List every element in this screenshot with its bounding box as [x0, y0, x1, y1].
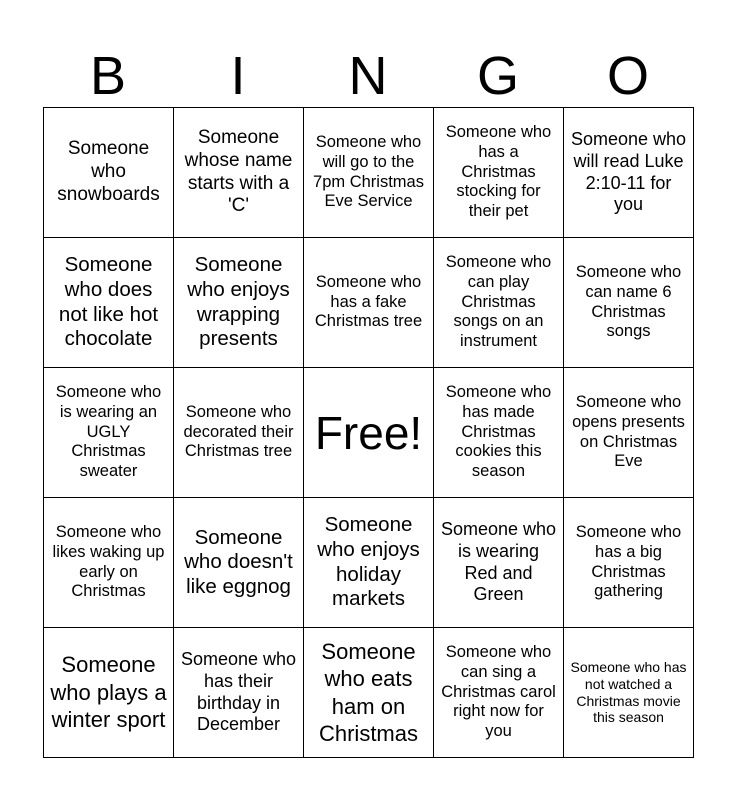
header-letter-i: I: [230, 46, 246, 106]
bingo-cell: Someone who will go to the 7pm Christmas Eve Service: [303, 107, 434, 238]
bingo-cell: Someone who has a Christmas stocking for their pet: [433, 107, 564, 238]
bingo-cell: Someone who has not watched a Christmas movie this season: [563, 627, 694, 758]
bingo-cell: Someone who likes waking up early on Christmas: [43, 497, 174, 628]
bingo-cell: Someone who has made Christmas cookies this season: [433, 367, 564, 498]
bingo-cell: Someone who has a big Christmas gathering: [563, 497, 694, 628]
bingo-cell: Someone who has a fake Christmas tree: [303, 237, 434, 368]
bingo-cell: Someone whose name starts with a 'C': [173, 107, 304, 238]
bingo-cell: Someone who does not like hot chocolate: [43, 237, 174, 368]
bingo-cell: Someone who can play Christmas songs on an instrument: [433, 237, 564, 368]
bingo-board: [43, 107, 693, 757]
free-space: Free!: [303, 367, 434, 498]
header-letter-g: G: [476, 46, 519, 106]
header-letter-n: N: [348, 46, 388, 106]
bingo-cell: Someone who enjoys holiday markets: [303, 497, 434, 628]
bingo-cell: Someone who can sing a Christmas carol right now for you: [433, 627, 564, 758]
bingo-header: [43, 44, 693, 108]
header-letter-o: O: [606, 46, 649, 106]
bingo-cell: Someone who will read Luke 2:10-11 for you: [563, 107, 694, 238]
bingo-cell: Someone who can name 6 Christmas songs: [563, 237, 694, 368]
bingo-cell: Someone who plays a winter sport: [43, 627, 174, 758]
bingo-cell: Someone who doesn't like eggnog: [173, 497, 304, 628]
bingo-cell: Someone who enjoys wrapping presents: [173, 237, 304, 368]
bingo-cell: Someone who eats ham on Christmas: [303, 627, 434, 758]
bingo-cell: Someone who is wearing Red and Green: [433, 497, 564, 628]
bingo-cell: Someone who has their birthday in December: [173, 627, 304, 758]
header-letter-b: B: [89, 46, 127, 106]
bingo-cell: Someone who opens presents on Christmas Eve: [563, 367, 694, 498]
bingo-cell: Someone who decorated their Christmas tree: [173, 367, 304, 498]
bingo-cell: Someone who is wearing an UGLY Christmas sweater: [43, 367, 174, 498]
bingo-cell: Someone who snowboards: [43, 107, 174, 238]
